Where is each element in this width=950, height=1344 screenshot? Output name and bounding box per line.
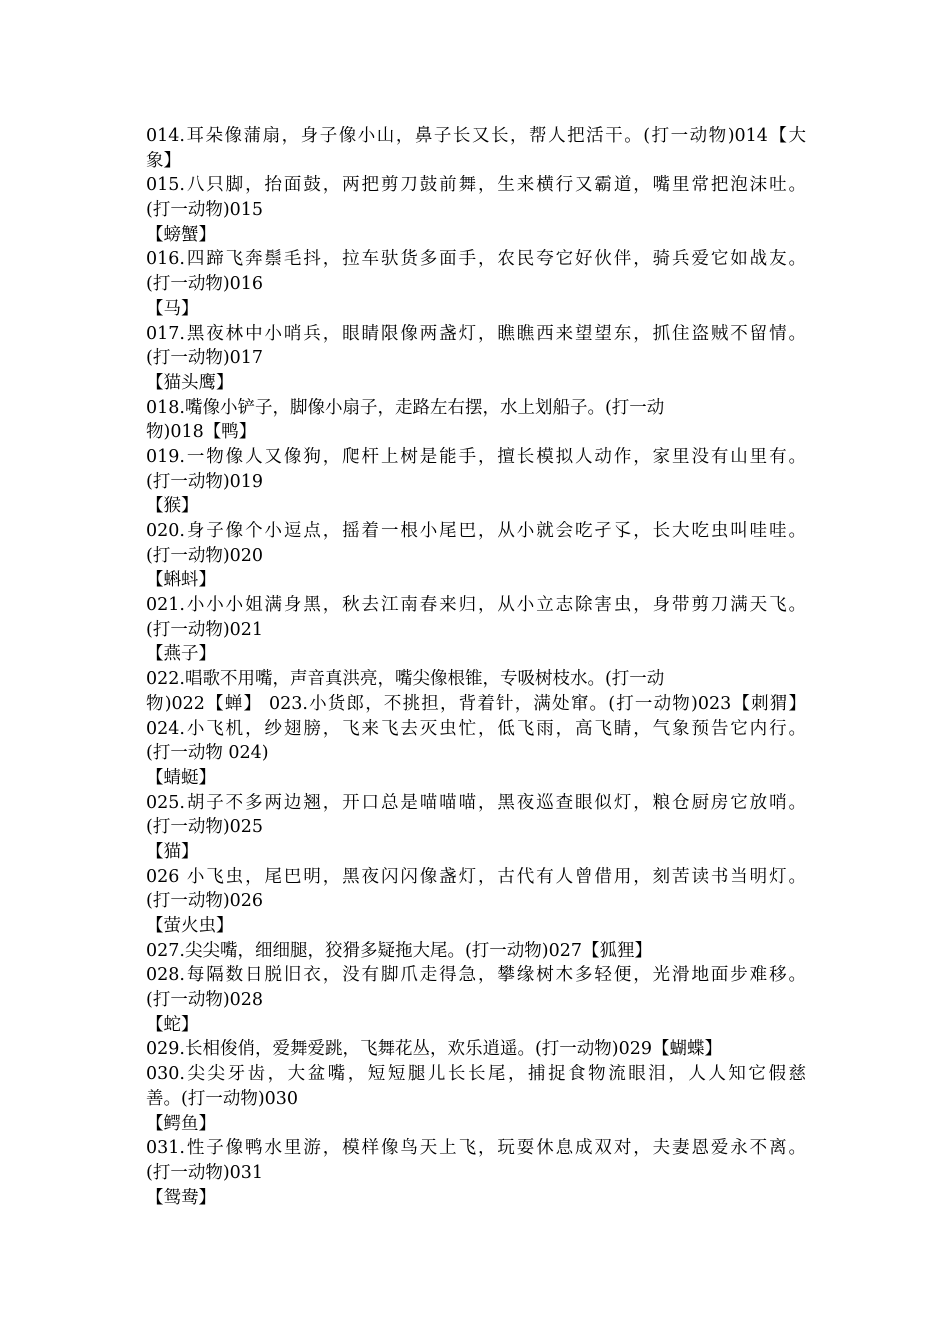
text-line: 025.胡子不多两边翘，开口总是喵喵喵，黑夜巡查眼似灯，粮仓厨房它放哨。 xyxy=(146,792,806,813)
text-line: 018.嘴像小铲子，脚像小扇子，走路左右摆，水上划船子。(打一动 xyxy=(146,397,665,418)
text-line: 善。(打一动物)030 xyxy=(146,1088,299,1109)
text-line: 015.八只脚，抬面鼓，两把剪刀鼓前舞，生来横行又霸道，嘴里常把泡沫吐。 xyxy=(146,175,806,196)
text-line: (打一动物 024) xyxy=(146,743,269,764)
text-line: 【燕子】 xyxy=(146,644,216,665)
text-line: 028.每隔数日脱旧衣，没有脚爪走得急，攀缘树木多轻便，光滑地面步难移。 xyxy=(146,965,806,986)
text-line: 027.尖尖嘴，细细腿，狡猾多疑拖大尾。(打一动物)027【狐狸】 xyxy=(146,940,653,961)
text-line: 026 小飞虫，尾巴明，黑夜闪闪像盏灯，古代有人曾借用，刻苦读书当明灯。 xyxy=(146,866,806,887)
text-line: 031.性子像鸭水里游，模样像鸟天上飞，玩耍休息成双对，夫妻恩爱永不离。 xyxy=(146,1138,806,1159)
text-line: (打一动物)015 xyxy=(146,200,264,221)
text-line: (打一动物)017 xyxy=(146,348,264,369)
text-line: 017.黑夜林中小哨兵，眼睛限像两盏灯，瞧瞧西来望望东，抓住盗贼不留情。 xyxy=(146,323,806,344)
text-line: 【蝌蚪】 xyxy=(146,570,216,591)
text-line: (打一动物)021 xyxy=(146,619,264,640)
text-line: (打一动物)031 xyxy=(146,1162,264,1183)
text-line: 022.唱歌不用嘴，声音真洪亮，嘴尖像根锥，专吸树枝水。(打一动 xyxy=(146,669,665,690)
text-line: 象】 xyxy=(146,150,181,171)
text-line: 021.小小小姐满身黑，秋去江南春来归，从小立志除害虫，身带剪刀满天飞。 xyxy=(146,595,806,616)
text-line: (打一动物)028 xyxy=(146,990,264,1011)
text-line: (打一动物)026 xyxy=(146,891,264,912)
text-line: 【猫头鹰】 xyxy=(146,372,234,393)
text-line: (打一动物)020 xyxy=(146,545,264,566)
text-line: 物)022【蝉】 023.小货郎，不挑担，背着针，满处窜。(打一动物)023【刺猬】 xyxy=(146,693,806,714)
text-line: 019.一物像人又像狗，爬杆上树是能手，擅长模拟人动作，家里没有山里有。 xyxy=(146,446,806,467)
text-line: 【鳄鱼】 xyxy=(146,1113,216,1134)
text-line: (打一动物)025 xyxy=(146,817,264,838)
text-line: 014.耳朵像蒲扇，身子像小山，鼻子长又长，帮人把活干。(打一动物)014【大 xyxy=(146,126,806,146)
text-line: 【猴】 xyxy=(146,496,199,517)
text-line: 【猫】 xyxy=(146,841,199,862)
text-line: 【蛇】 xyxy=(146,1014,199,1035)
text-line: 【萤火虫】 xyxy=(146,916,234,936)
document-body xyxy=(146,124,806,1210)
text-line: 【马】 xyxy=(146,298,199,319)
text-line: (打一动物)016 xyxy=(146,274,264,295)
text-line: 【鸳鸯】 xyxy=(146,1187,216,1208)
text-line: 024.小飞机，纱翅膀，飞来飞去灭虫忙，低飞雨，高飞睛，气象预告它内行。 xyxy=(146,718,806,739)
text-line: 016.四蹄飞奔鬃毛抖，拉车驮货多面手，农民夸它好伙伴，骑兵爱它如战友。 xyxy=(146,249,806,270)
text-line: (打一动物)019 xyxy=(146,471,264,492)
text-line: 020.身子像个小逗点，摇着一根小尾巴，从小就会吃孑孓，长大吃虫叫哇哇。 xyxy=(146,521,806,541)
text-line: 物)018【鸭】 xyxy=(146,422,257,443)
text-line: 【螃蟹】 xyxy=(146,224,216,245)
text-line: 【蜻蜓】 xyxy=(146,767,216,788)
text-line: 030.尖尖牙齿，大盆嘴，短短腿儿长长尾，捕捉食物流眼泪，人人知它假慈 xyxy=(146,1064,806,1085)
text-line: 029.长相俊俏，爱舞爱跳，飞舞花丛，欢乐逍遥。(打一动物)029【蝴蝶】 xyxy=(146,1039,723,1060)
